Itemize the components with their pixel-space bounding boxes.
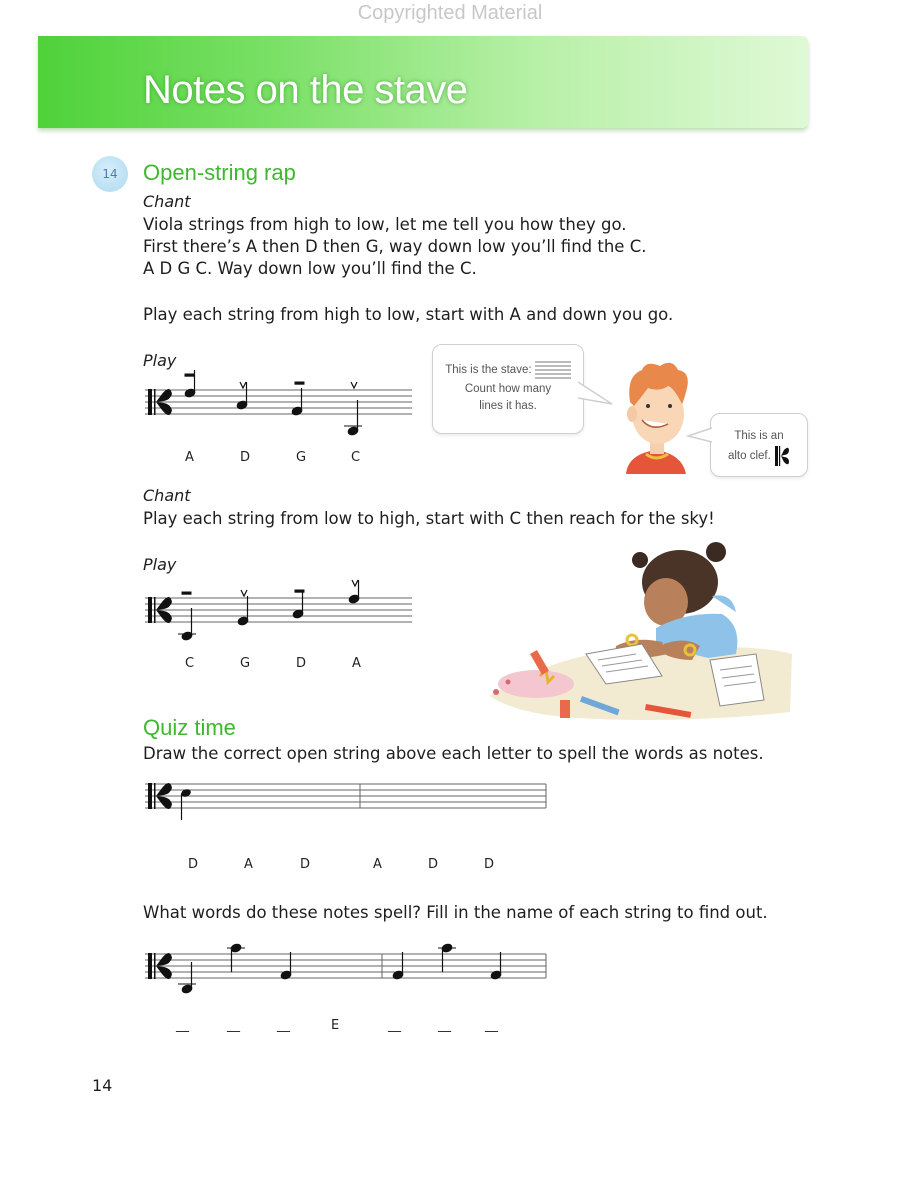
- track-number-badge: 14: [92, 156, 128, 192]
- chant-label: Chant: [143, 486, 191, 505]
- note-letter: G: [240, 656, 251, 671]
- chant-line: First there’s A then D then G, way down low you’ll find the C.: [143, 237, 647, 256]
- answer-blank[interactable]: __: [277, 1018, 290, 1033]
- quiz-stave-1: [140, 772, 554, 832]
- play-label: Play: [143, 351, 177, 370]
- quiz-letter: D: [188, 857, 199, 872]
- quiz-letter: A: [373, 857, 382, 872]
- page-title: Notes on the stave: [143, 68, 468, 112]
- quiz-stave-2: [140, 934, 554, 1004]
- copyright-watermark: Copyrighted Material: [357, 2, 543, 24]
- answer-blank[interactable]: __: [176, 1018, 189, 1033]
- stave-high-to-low: [140, 370, 420, 450]
- quiz-letter: A: [244, 857, 253, 872]
- bubble-tail: [576, 378, 616, 408]
- speech-bubble-stave: [432, 344, 584, 434]
- quiz-letter: D: [484, 857, 495, 872]
- stave-low-to-high: [140, 578, 420, 658]
- girl-writing-illustration: [486, 536, 796, 726]
- play-label: Play: [143, 555, 177, 574]
- instruction-text: Play each string from high to low, start with A and down you go.: [143, 305, 674, 324]
- note-letter: A: [185, 450, 194, 465]
- given-letter: E: [331, 1018, 340, 1033]
- chant-label: Chant: [143, 192, 191, 211]
- bubble-tail: [686, 426, 714, 446]
- note-letter: C: [185, 656, 195, 671]
- answer-blank[interactable]: __: [485, 1018, 498, 1033]
- answer-blank[interactable]: __: [227, 1018, 240, 1033]
- bubble-text: This is an: [734, 430, 784, 442]
- chant-line: A D G C. Way down low you’ll find the C.: [143, 259, 477, 278]
- chant-line: Viola strings from high to low, let me tell you how they go.: [143, 215, 627, 234]
- bubble-text: Count how many: [464, 383, 552, 395]
- quiz-instruction: Draw the correct open string above each letter to spell the words as notes.: [143, 744, 764, 763]
- bubble-text: alto clef.: [727, 450, 771, 463]
- note-letter: D: [240, 450, 251, 465]
- note-letter: A: [352, 656, 361, 671]
- section-heading-open-string-rap: Open-string rap: [143, 160, 296, 185]
- instruction-text: Play each string from low to high, start with C then reach for the sky!: [143, 509, 715, 528]
- speech-bubble-clef: [710, 413, 808, 477]
- boy-illustration: [612, 358, 702, 474]
- answer-blank[interactable]: __: [438, 1018, 451, 1033]
- note-letter: C: [351, 450, 361, 465]
- alto-clef-icon: [774, 445, 790, 467]
- section-heading-quiz-time: Quiz time: [143, 715, 236, 740]
- mini-stave-icon: [535, 359, 571, 381]
- note-letter: D: [296, 656, 307, 671]
- page-number: 14: [92, 1076, 113, 1095]
- quiz-letter: D: [428, 857, 439, 872]
- quiz-question: What words do these notes spell? Fill in the name of each string to find out.: [143, 903, 768, 922]
- quiz-letter: D: [300, 857, 311, 872]
- bubble-text: lines it has.: [479, 400, 537, 412]
- bubble-text: This is the stave:: [445, 364, 532, 377]
- answer-blank[interactable]: __: [388, 1018, 401, 1033]
- note-letter: G: [296, 450, 307, 465]
